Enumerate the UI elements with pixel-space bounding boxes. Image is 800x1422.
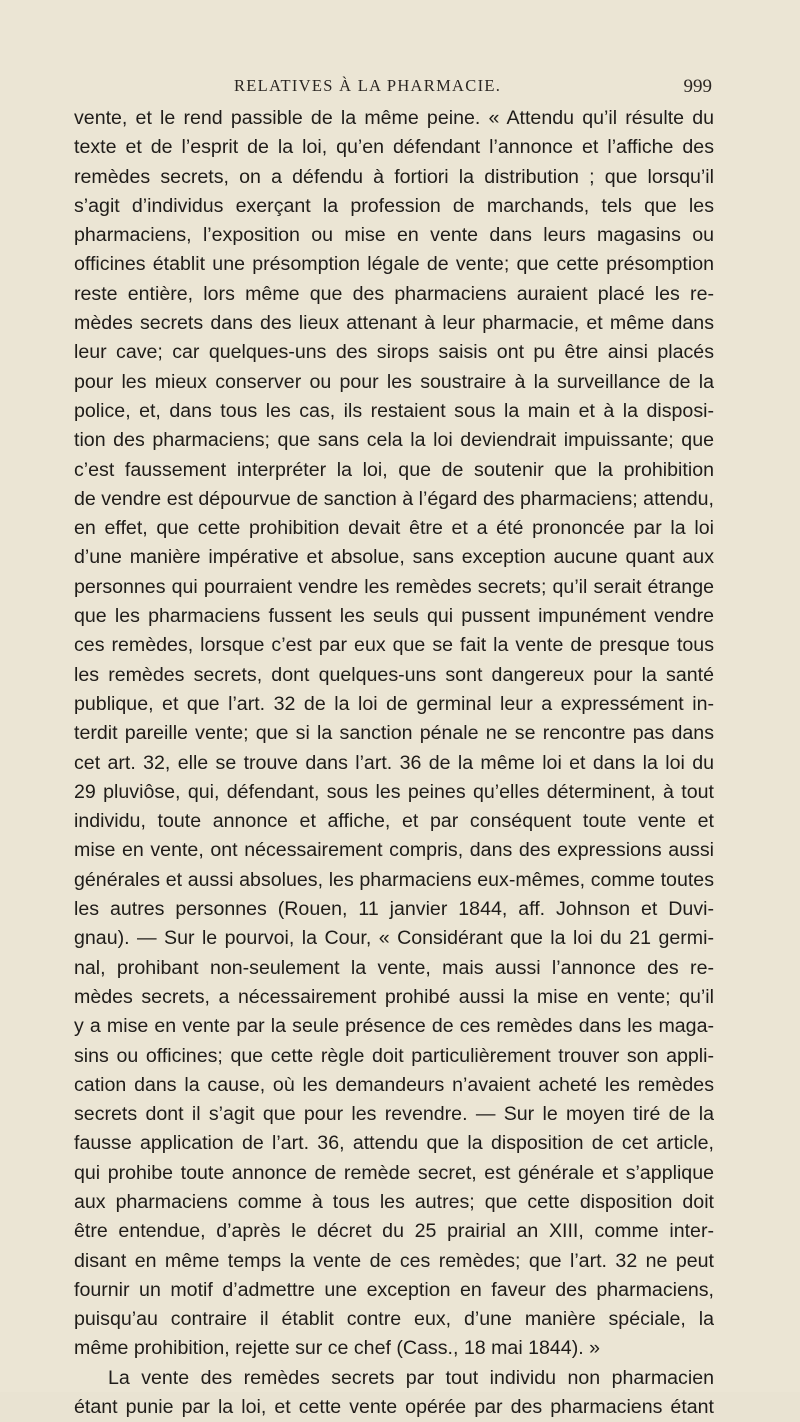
text-line: mèdes secrets, a nécessairement prohibé aussi la mise en vente; qu’il [74,985,714,1008]
text-line: ces remèdes, lorsque c’est par eux que se fait la vente de presque tous [74,634,714,657]
text-line: que les pharmaciens fussent les seuls qui pussent impunément vendre [74,605,714,628]
text-line: aux pharmaciens comme à tous les autres; que cette disposition doit [74,1190,714,1213]
text-line: être entendue, d’après le décret du 25 prairial an XIII, comme inter- [74,1220,714,1243]
text-line: leur cave; car quelques-uns des sirops saisis ont pu être ainsi placés [74,341,714,364]
text-line: personnes qui pourraient vendre les remèdes secrets; qu’il serait étrange [74,575,714,598]
text-line: étant punie par la loi, et cette vente opérée par des pharmaciens étant [74,1396,714,1419]
text-line: gnau). — Sur le pourvoi, la Cour, « Considérant que la loi du 21 germi- [74,927,714,950]
text-line: officines établit une présomption légale de vente; que cette présomption [74,253,714,276]
text-line: 29 pluviôse, qui, défendant, sous les peines qu’elles déterminent, à tout [74,780,714,803]
body-text [74,104,714,1422]
text-line: fournir un motif d’admettre une exception en faveur des pharmaciens, [74,1278,714,1301]
text-line: s’agit d’individus exerçant la profession de marchands, tels que les [74,194,714,217]
text-line: y a mise en vente par la seule présence de ces remèdes dans les maga- [74,1015,714,1038]
text-line: remèdes secrets, on a défendu à fortiori la distribution ; que lorsqu’il [74,165,714,188]
text-line: cation dans la cause, où les demandeurs n’avaient acheté les remèdes [74,1073,714,1096]
text-line: pour les mieux conserver ou pour les soustraire à la surveillance de la [74,370,714,393]
page-header [128,76,712,98]
text-line: sins ou officines; que cette règle doit particulièrement trouver son appli- [74,1044,714,1067]
text-line: d’une manière impérative et absolue, sans exception aucune quant aux [74,546,714,569]
text-line: générales et aussi absolues, les pharmaciens eux-mêmes, comme toutes [74,868,714,891]
running-head: RELATIVES À LA PHARMACIE. [234,76,502,95]
text-line: mise en vente, ont nécessairement compris, dans des expressions aussi [74,839,714,862]
text-line: terdit pareille vente; que si la sanction pénale ne se rencontre pas dans [74,722,714,745]
text-line: même prohibition, rejette sur ce chef (Cass., 18 mai 1844). » [74,1337,601,1360]
text-line: vente, et le rend passible de la même peine. « Attendu qu’il résulte du [74,107,714,129]
text-line: cet art. 32, elle se trouve dans l’art. 36 de la même loi et dans la loi du [74,751,714,774]
text-line: individu, toute annonce et affiche, et par conséquent toute vente et [74,810,714,833]
text-line: mèdes secrets dans des lieux attenant à leur pharmacie, et même dans [74,312,714,335]
text-line: pharmaciens, l’exposition ou mise en vente dans leurs magasins ou [74,224,714,247]
text-line: c’est faussement interpréter la loi, que de soutenir que la prohibition [74,458,714,481]
text-line: puisqu’au contraire il établit contre eux, d’une manière spéciale, la [74,1308,714,1331]
text-line: en effet, que cette prohibition devait être et a été prononcée par la loi [74,517,714,540]
text-line: tion des pharmaciens; que sans cela la loi deviendrait impuissante; que [74,429,714,452]
text-line: police, et, dans tous les cas, ils restaient sous la main et à la disposi- [74,399,714,422]
text-line: La vente des remèdes secrets par tout individu non pharmacien [108,1366,714,1389]
text-line: nal, prohibant non-seulement la vente, mais aussi l’annonce des re- [74,956,714,979]
text-line: texte et de l’esprit de la loi, qu’en défendant l’annonce et l’affiche des [74,136,714,159]
text-line: qui prohibe toute annonce de remède secret, est générale et s’applique [74,1161,714,1184]
text-line: les autres personnes (Rouen, 11 janvier 1844, aff. Johnson et Duvi- [74,898,714,921]
text-line: de vendre est dépourvue de sanction à l’égard des pharmaciens; attendu, [74,487,714,510]
text-line: disant en même temps la vente de ces remèdes; que l’art. 32 ne peut [74,1249,714,1272]
page-number: 999 [683,76,712,97]
text-line: les remèdes secrets, dont quelques-uns sont dangereux pour la santé [74,663,714,686]
text-line: publique, et que l’art. 32 de la loi de germinal leur a expressément in- [74,692,714,715]
text-line: reste entière, lors même que des pharmaciens auraient placé les re- [74,282,714,305]
text-line: fausse application de l’art. 36, attendu que la disposition de cet article, [74,1132,714,1155]
text-line: secrets dont il s’agit que pour les revendre. — Sur le moyen tiré de la [74,1103,714,1126]
